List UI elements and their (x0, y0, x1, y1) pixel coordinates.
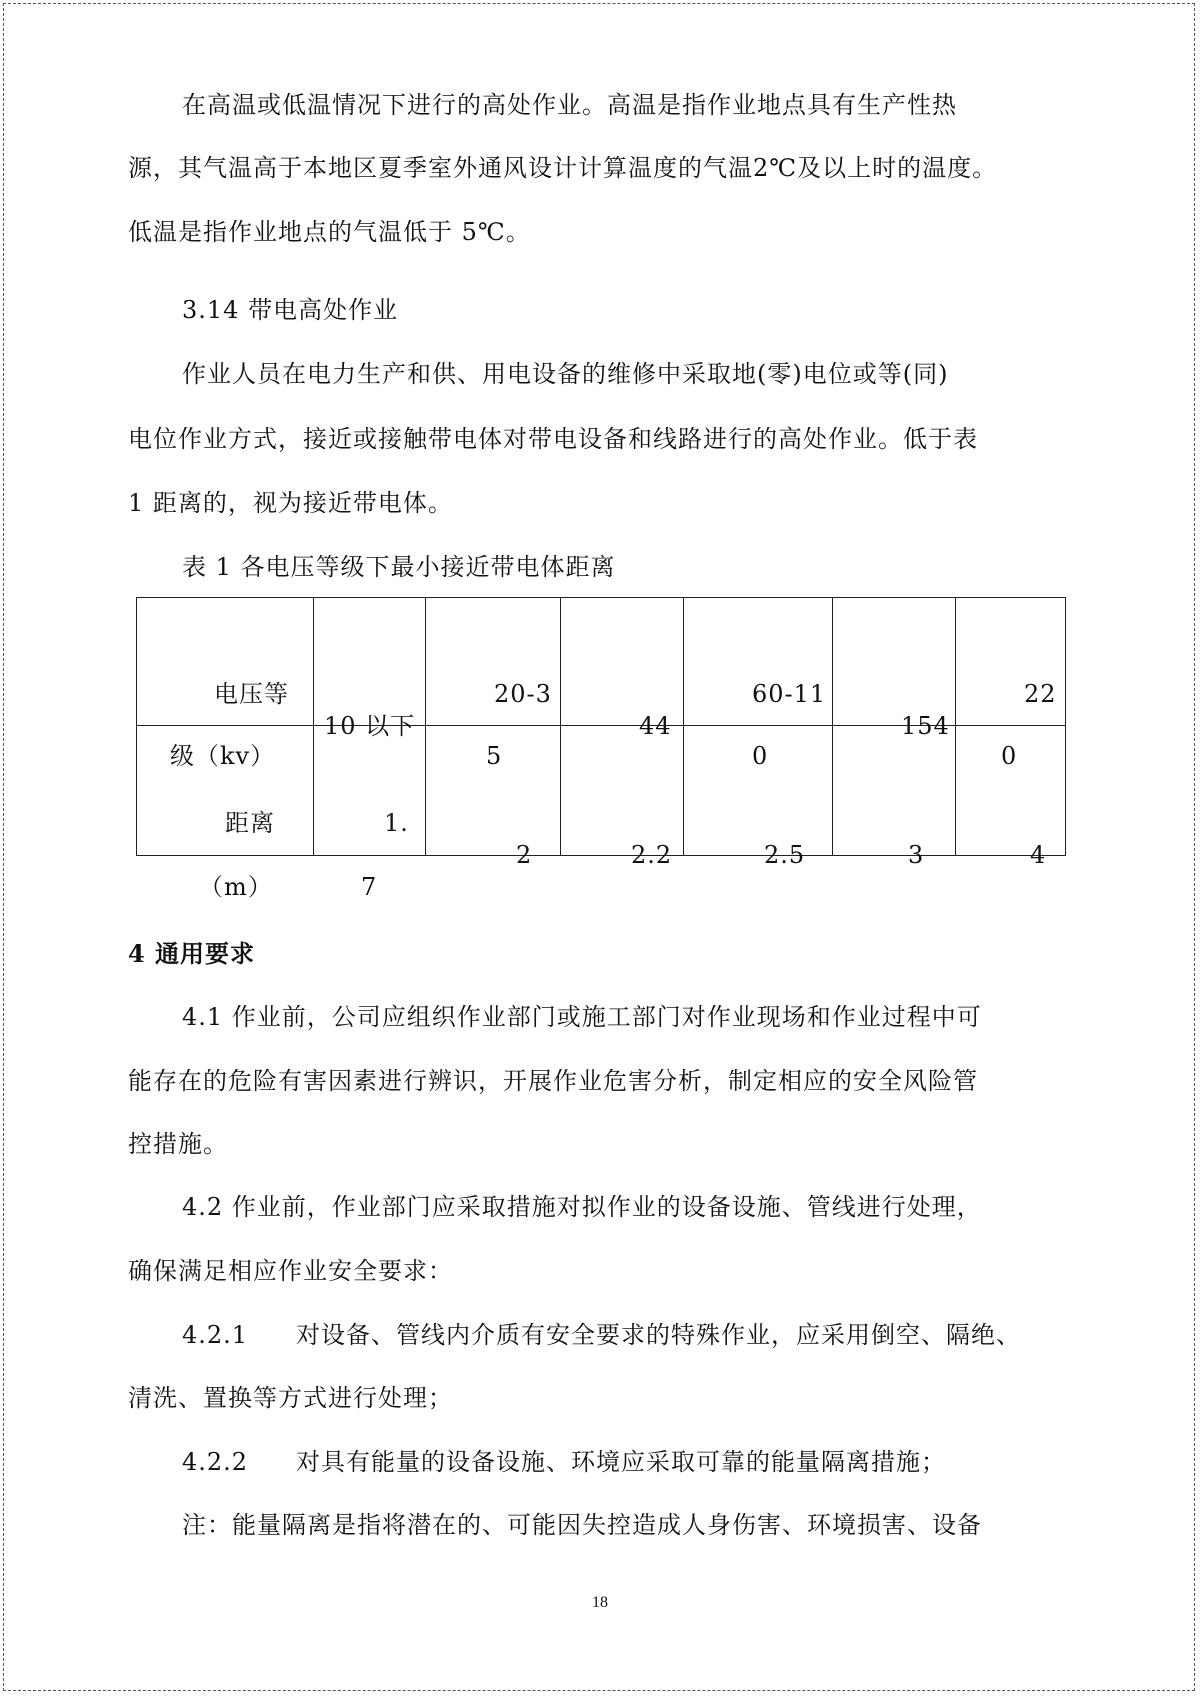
table-cell (561, 726, 684, 869)
distance-value: 3 (908, 840, 925, 869)
paragraph-line: 低温是指作业地点的气温低于 5℃。 (128, 218, 531, 246)
table-caption: 表 1 各电压等级下最小接近带电体距离 (182, 553, 616, 581)
table-row-voltage (137, 598, 1066, 726)
table-cell (426, 726, 561, 869)
voltage-value: 10 以下 (324, 711, 416, 740)
table-cell (561, 598, 684, 740)
paragraph-line: 作业人员在电力生产和供、用电设备的维修中采取地(零)电位或等(同) (182, 360, 949, 388)
paragraph-line: 源，其气温高于本地区夏季室外通风设计计算温度的气温2℃及以上时的温度。 (128, 154, 998, 182)
page-number: 18 (592, 1594, 608, 1611)
section-heading-4: 4 通用要求 (128, 939, 256, 968)
paragraph-line: 清洗、置换等方式进行处理； (128, 1384, 453, 1412)
paragraph-line: 能存在的危险有害因素进行辨识，开展作业危害分析，制定相应的安全风险管 (128, 1067, 978, 1095)
table-cell (137, 726, 314, 901)
distance-value: 2.2 (631, 840, 673, 869)
table-cell (684, 726, 833, 869)
row-label-voltage-line1: 电压等 (214, 679, 289, 708)
table-row-distance (137, 726, 1066, 856)
paragraph-line: 电位作业方式，接近或接触带电体对带电设备和线路进行的高处作业。低于表 (128, 425, 978, 453)
paragraph-line: 对具有能量的设备设施、环境应采取可靠的能量隔离措施； (296, 1448, 946, 1476)
voltage-value-line1: 22 (1024, 679, 1057, 708)
table-cell (956, 598, 1066, 770)
table-cell (314, 726, 426, 901)
voltage-distance-table (136, 597, 1066, 901)
row-label-voltage-line2: 级（kv） (170, 741, 276, 770)
paragraph-line: 确保满足相应作业安全要求： (128, 1257, 453, 1285)
table-cell (684, 598, 833, 770)
table-cell (137, 598, 314, 770)
paragraph-line: 1 距离的，视为接近带电体。 (128, 489, 453, 517)
note-line: 注：能量隔离是指将潜在的、可能因失控造成人身伤害、环境损害、设备 (182, 1511, 982, 1539)
table-cell (426, 598, 561, 770)
table-cell (314, 598, 426, 740)
paragraph-line: 在高温或低温情况下进行的高处作业。高温是指作业地点具有生产性热 (182, 91, 957, 119)
paragraph-line: 4.2 作业前，作业部门应采取措施对拟作业的设备设施、管线进行处理， (182, 1193, 982, 1221)
paragraph-line: 4.1 作业前，公司应组织作业部门或施工部门对作业现场和作业过程中可 (182, 1003, 982, 1031)
distance-value: 2 (516, 840, 533, 869)
distance-value: 4 (1030, 840, 1047, 869)
voltage-value-line2: 0 (1001, 741, 1018, 770)
voltage-value-line2: 0 (752, 741, 769, 770)
distance-value-line1: 1. (384, 808, 409, 837)
paragraph-line: 对设备、管线内介质有安全要求的特殊作业，应采用倒空、隔绝、 (296, 1321, 1021, 1349)
distance-value-line2: 7 (361, 872, 378, 901)
clause-number-4-2-1: 4.2.1 (182, 1321, 249, 1349)
voltage-value-line1: 60-11 (752, 679, 827, 708)
row-label-distance-line1: 距离 (225, 808, 275, 837)
table-cell (833, 598, 956, 740)
table-cell (833, 726, 956, 869)
voltage-value-line2: 5 (486, 741, 503, 770)
section-heading-3-14: 3.14 带电高处作业 (182, 296, 399, 324)
row-label-distance-line2: （m） (199, 872, 273, 901)
distance-value: 2.5 (764, 840, 806, 869)
clause-number-4-2-2: 4.2.2 (182, 1448, 249, 1476)
voltage-value: 44 (639, 711, 672, 740)
table-cell (956, 726, 1066, 869)
voltage-value-line1: 20-3 (494, 679, 552, 708)
voltage-value: 154 (901, 711, 950, 740)
paragraph-line: 控措施。 (128, 1130, 228, 1158)
